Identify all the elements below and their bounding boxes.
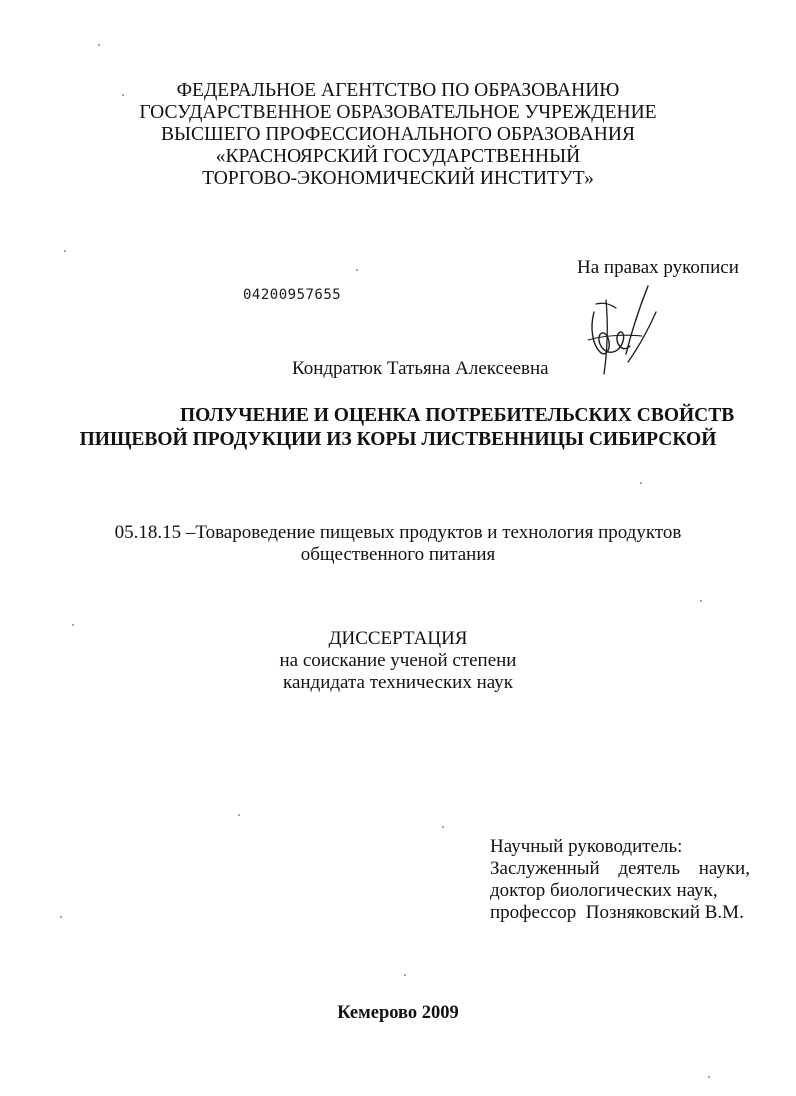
specialty-line-1: 05.18.15 –Товароведение пищевых продуктов и технология продуктов xyxy=(114,522,682,543)
supervisor-honorific-word-2: деятель xyxy=(618,858,681,879)
scan-speck xyxy=(356,269,358,271)
signature-mark xyxy=(582,282,662,382)
header-line-2: ГОСУДАРСТВЕННОЕ ОБРАЗОВАТЕЛЬНОЕ УЧРЕЖДЕНИЕ xyxy=(139,102,657,123)
scan-speck xyxy=(72,624,74,626)
manuscript-note: На правах рукописи xyxy=(577,257,739,278)
scan-speck xyxy=(64,250,66,252)
header-line-4: «КРАСНОЯРСКИЙ ГОСУДАРСТВЕННЫЙ xyxy=(215,146,581,167)
author-name: Кондратюк Татьяна Алексеевна xyxy=(292,358,549,379)
specialty-line-2: общественного питания xyxy=(300,544,496,565)
scan-speck xyxy=(238,814,240,816)
thesis-title-line-2: ПИЩЕВОЙ ПРОДУКЦИИ ИЗ КОРЫ ЛИСТВЕННИЦЫ СИБИРСКОЙ xyxy=(79,429,717,450)
header-line-5: ТОРГОВО-ЭКОНОМИЧЕСКИЙ ИНСТИТУТ» xyxy=(202,168,594,189)
scan-speck xyxy=(122,94,124,96)
supervisor-honorific-word-1: Заслуженный xyxy=(490,858,600,879)
supervisor-label: Научный руководитель: xyxy=(490,836,683,857)
header-line-1: ФЕДЕРАЛЬНОЕ АГЕНТСТВО ПО ОБРАЗОВАНИЮ xyxy=(176,80,620,101)
scan-speck xyxy=(404,974,406,976)
supervisor-degree: доктор биологических наук, xyxy=(490,880,718,901)
scan-speck xyxy=(442,826,444,828)
header-line-3: ВЫСШЕГО ПРОФЕССИОНАЛЬНОГО ОБРАЗОВАНИЯ xyxy=(161,124,635,145)
scan-speck xyxy=(640,482,642,484)
degree-line-2: кандидата технических наук xyxy=(283,672,513,693)
supervisor-name: профессор Позняковский В.М. xyxy=(490,902,744,923)
scan-speck xyxy=(98,44,100,46)
supervisor-honorific xyxy=(490,858,750,880)
scan-speck xyxy=(708,1076,710,1078)
supervisor-honorific-word-3: науки, xyxy=(698,858,750,879)
library-stamp: 04200957655 xyxy=(243,287,342,303)
thesis-title-line-1: ПОЛУЧЕНИЕ И ОЦЕНКА ПОТРЕБИТЕЛЬСКИХ СВОЙСТВ xyxy=(180,405,735,426)
document-type: ДИССЕРТАЦИЯ xyxy=(328,628,468,649)
scan-speck xyxy=(60,916,62,918)
city-year: Кемерово 2009 xyxy=(337,1003,459,1023)
scan-speck xyxy=(700,600,702,602)
degree-line-1: на соискание ученой степени xyxy=(279,650,517,671)
